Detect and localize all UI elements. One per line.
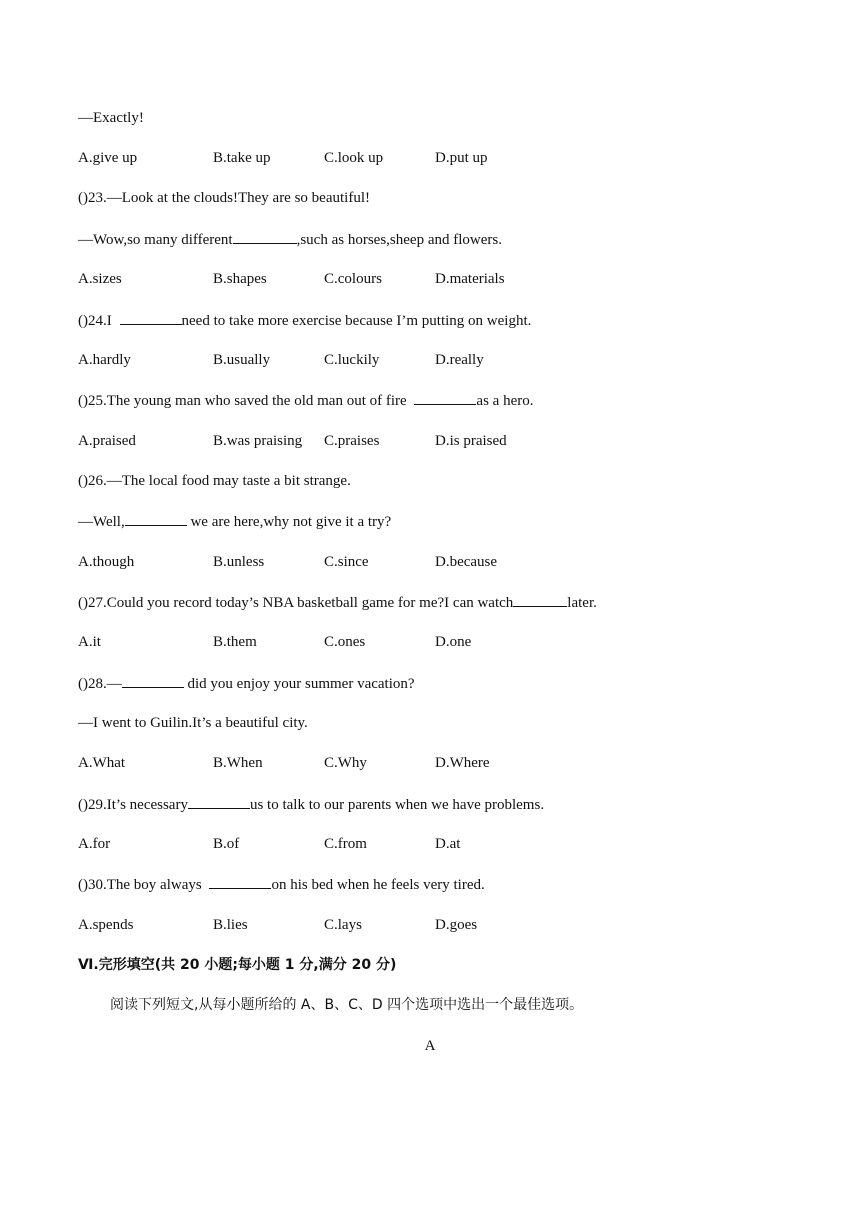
q25-option-a: A.praised — [78, 433, 136, 449]
q27-option-a: A.it — [78, 634, 101, 650]
q22-option-b: B.take up — [213, 150, 271, 166]
q25-options — [78, 431, 778, 451]
q25-after: as a hero. — [476, 393, 534, 409]
q26-stem: ()26.—The local food may taste a bit strange. — [78, 473, 351, 489]
q26-reply-after: we are here,why not give it a try? — [186, 514, 392, 530]
q27-option-d: D.one — [435, 634, 472, 650]
q26-option-c: C.since — [324, 554, 369, 570]
answer-blank — [414, 390, 476, 405]
q28-before: ()28.— — [78, 676, 122, 692]
q28-options — [78, 753, 778, 773]
answer-blank — [209, 874, 271, 889]
q26-reply — [78, 511, 391, 532]
q23-stem: ()23.—Look at the clouds!They are so beautiful! — [78, 190, 370, 206]
q30-option-c: C.lays — [324, 917, 362, 933]
answer-blank — [188, 794, 250, 809]
q26-option-d: D.because — [435, 554, 498, 570]
q23-reply-after: ,such as horses,sheep and flowers. — [296, 232, 502, 248]
q29-option-b: B.of — [213, 836, 240, 852]
q23-reply — [78, 229, 502, 250]
q28-option-b: B.When — [213, 755, 263, 771]
answer-blank — [120, 310, 182, 325]
q27-option-b: B.them — [213, 634, 257, 650]
q22-option-d: D.put up — [435, 150, 488, 166]
q28-option-d: D.Where — [435, 755, 490, 771]
q23-option-b: B.shapes — [213, 271, 267, 287]
q24-option-d: D.really — [435, 352, 484, 368]
q25-stem — [78, 390, 533, 411]
q25-option-c: C.praises — [324, 433, 380, 449]
q23-option-a: A.sizes — [78, 271, 122, 287]
q29-stem — [78, 794, 544, 815]
q28-option-c: C.Why — [324, 755, 367, 771]
q26-option-a: A.though — [78, 554, 135, 570]
q24-after: need to take more exercise because I’m putting on weight. — [181, 313, 532, 329]
q27-stem — [78, 592, 597, 613]
q29-option-d: D.at — [435, 836, 461, 852]
q22-option-a: A.give up — [78, 150, 138, 166]
q23-options — [78, 269, 778, 289]
section-vi-instruction: 阅读下列短文,从每小题所给的 A、B、C、D 四个选项中选出一个最佳选项。 — [110, 997, 584, 1013]
answer-blank — [125, 511, 187, 526]
q29-before: ()29.It’s necessary — [78, 797, 188, 813]
q22-options — [78, 148, 778, 168]
q28-stem — [78, 673, 415, 694]
q27-option-c: C.ones — [324, 634, 366, 650]
q29-after: us to talk to our parents when we have problems. — [249, 797, 545, 813]
section-vi-title: Ⅵ.完形填空(共 20 小题;每小题 1 分,满分 20 分) — [78, 957, 397, 973]
q24-before: ()24.I — [78, 313, 116, 329]
q29-option-a: A.for — [78, 836, 111, 852]
q24-option-c: C.luckily — [324, 352, 380, 368]
q30-option-d: D.goes — [435, 917, 478, 933]
q28-reply: —I went to Guilin.It’s a beautiful city. — [78, 715, 308, 731]
q30-option-a: A.spends — [78, 917, 134, 933]
q27-before: ()27.Could you record today’s NBA basketball game for me?I can watch — [78, 595, 514, 611]
q26-options — [78, 552, 778, 572]
q25-before: ()25.The young man who saved the old man out of fire — [78, 393, 411, 409]
q24-options — [78, 350, 778, 370]
q26-reply-before: —Well, — [78, 514, 125, 530]
q24-stem — [78, 310, 531, 331]
q30-option-b: B.lies — [213, 917, 248, 933]
passage-label: A — [424, 1038, 436, 1054]
q24-option-a: A.hardly — [78, 352, 131, 368]
q27-options — [78, 632, 778, 652]
q23-option-d: D.materials — [435, 271, 505, 287]
answer-blank — [513, 592, 567, 607]
q29-option-c: C.from — [324, 836, 367, 852]
q25-option-b: B.was praising — [213, 433, 303, 449]
q30-after: on his bed when he feels very tired. — [271, 877, 485, 893]
q28-option-a: A.What — [78, 755, 126, 771]
q30-stem — [78, 874, 485, 895]
answer-blank — [233, 229, 297, 244]
q22-reply: —Exactly! — [78, 110, 144, 126]
q28-after: did you enjoy your summer vacation? — [183, 676, 415, 692]
q24-option-b: B.usually — [213, 352, 271, 368]
q29-options — [78, 834, 778, 854]
q22-option-c: C.look up — [324, 150, 384, 166]
answer-blank — [122, 673, 184, 688]
q30-before: ()30.The boy always — [78, 877, 206, 893]
q27-after: later. — [567, 595, 597, 611]
q23-option-c: C.colours — [324, 271, 382, 287]
q25-option-d: D.is praised — [435, 433, 507, 449]
q30-options — [78, 915, 778, 935]
q26-option-b: B.unless — [213, 554, 265, 570]
q23-reply-before: —Wow,so many different — [78, 232, 233, 248]
